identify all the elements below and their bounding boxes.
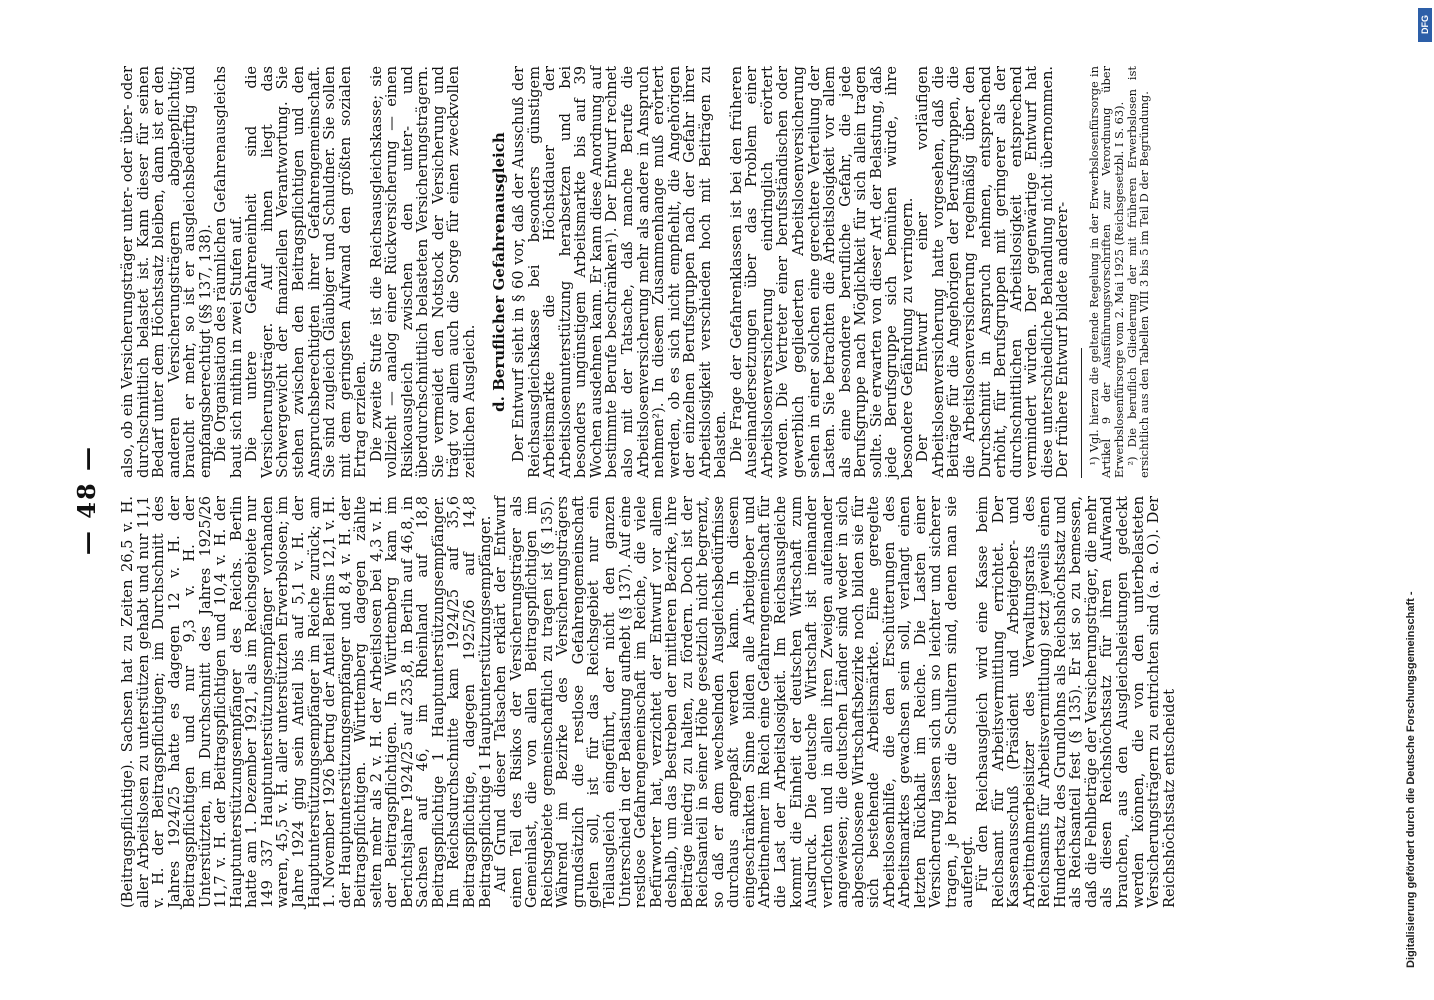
section-heading: d. Beruflicher Gefahrenausgleich [489, 132, 508, 412]
paragraph: Die Frage der Gefahrenklassen ist bei den früheren Auseinandersetzungen über das Problem einer Arbeitslosenversicherung eindringlich erörtert worden. Die Vertreter einer berufsständischen oder gewerblich gegliederten Arbeitslosenversicherung sehen in einer solchen eine gerechtere Verteilung der Lasten. Sie betrachten die Arbeitslosigkeit vor allem als eine besondere berufliche Gefahr, die jede Berufsgruppe nach Möglichkeit für sich allein tragen sollte. Sie erwarten von dieser Art der Belastung, daß jede Berufsgruppe sich bemühen würde, ihre besondere Gefährdung zu verringern. [727, 66, 916, 478]
paragraph: also, ob ein Versicherungsträger unter- oder über- oder durchschnittlich belastet ist. Kann dieser für seinen Bedarf unter dem Höchstsatz bleiben, dann ist er den anderen Versicherungsträgern abgabepflichtig; braucht er mehr, so ist er ausgleichsbedürftig und empfangsberechtigt (§§ 137, 138). [119, 66, 214, 478]
paragraph: Auf Grund dieser Tatsachen erklärt der Entwurf einen Teil des Risikos der Versicherungsträger als Gemeinlast, die von allen Beitragspflichtigen im Reichsgebiete gemeinschaftlich zu tragen ist (§ 135). Während im Bezirke des Versicherungsträgers grundsätzlich die restlose Gefahrengemeinschaft gelten soll, ist für das Reichsgebiet nur ein Teilausgleich eingeführt, der nicht den ganzen Unterschied in der Belastung aufhebt (§ 137). Auf eine restlose Gefahrengemeinschaft im Reiche, die viele Befürworter hat, verzichtet der Entwurf vor allem deshalb, um das Bestreben der mittleren Bezirke, ihre Beiträge niedrig zu halten, zu fördern. Doch ist der Reichsanteil in seiner Höhe gesetzlich nicht begrenzt, so daß er dem wechselnden Ausgleichsbedürfnisse durchaus angepaßt werden kann. In diesem eingeschränkten Sinne bilden alle Arbeitgeber und Arbeitnehmer im Reich eine Gefahrengemeinschaft für die Last der Arbeitslosigkeit. Im Reichsausgleiche kommt die Einheit der deutschen Wirtschaft zum Ausdruck. Die deutsche Wirtschaft ist ineinander verflochten und in allen ihren Zweigen aufeinander angewiesen; die deutschen Länder sind weder in sich abgeschlossene Wirtschaftsbezirke noch bilden sie für sich bestehende Arbeitsmärkte. Eine geregelte Arbeitslosenhilfe, die den Erschütterungen des Arbeitsmarktes gewachsen sein soll, verlangt einen letzten Rückhalt im Reiche. Die Lasten einer Versicherung lassen sich um so leichter und sicherer tragen, je breiter die Schultern sind, denen man sie auferlegt. [492, 496, 976, 908]
digitization-credit [1405, 8, 1427, 988]
paragraph: Der Entwurf einer vorläufigen Arbeitslosenversicherung hatte vorgesehen, daß die Beiträge für die Angehörigen der Berufsgruppen, die die Arbeitslosenversicherung regelmäßig über den Durchschnitt in Anspruch nehmen, entsprechend erhöht, für Berufsgruppen mit geringerer als der durchschnittlichen Arbeitslosigkeit entsprechend vermindert würden. Der gegenwärtige Entwurf hat diese unterschiedliche Behandlung nicht übernommen. Der frühere Entwurf bildete anderer- [914, 66, 1072, 478]
paragraph: Die zweite Stufe ist die Reichsausgleichskasse; sie vollzieht — analog einer Rückversicherung — einen Risikoausgleich zwischen den unter- und überdurchschnittlich belasteten Versicherungsträgern. Sie vermeidet den Notstock der Versicherung und trägt vor allem auch die Sorge für einen zweckvollen zeitlichen Ausgleich. [367, 66, 479, 478]
paragraph: Für den Reichsausgleich wird eine Kasse beim Reichsamt für Arbeitsvermittlung errichtet. Der Kassenausschuß (Präsident und Arbeitgeber- und Arbeitnehmerbeisitzer des Verwaltungsrats des Reichsamts für Arbeitsvermittlung) setzt jeweils einen Hundertsatz des Grundlohns als Reichshöchstsatz und als Reichsanteil fest (§ 135). Er ist so zu bemessen, daß die Fehlbeträge der Versicherungsträger, die mehr als diesen Reichshöchstsatz für ihren Aufwand brauchen, aus den Ausgleichsleistungen gedeckt werden können, die von den unterbelasteten Versicherungsträgern zu entrichten sind (a. a. O.). Der Reichshöchstsatz entscheidet [974, 496, 1178, 908]
digitization-credit-text: Digitalisierung gefördert durch die Deutsche Forschungsgemeinschaft - [1405, 591, 1417, 968]
footnote: ²) Die beruflich Gliederung der mit früheren Erwerbslosen ist ersichtlich aus den Tabellen VIII 3 bis 5 im Teil D der Begründung. [1124, 66, 1152, 478]
page-number: — 48 — [72, 444, 101, 556]
paragraph: (Beitragspflichtige). Sachsen hat zu Zeiten 26,5 v. H. aller Arbeitslosen zu unterstützen gehabt und nur 11,1 v. H. der Beitragspflichtigen; im Durchschnitt des Jahres 1924/25 hatte es dagegen 12 v. H. der Beitragspflichtigen und nur 9,3 v. H. der Unterstützten, im Durchschnitt des Jahres 1925/26 11,7 v. H. der Beitragspflichtigen und 10,4 v. H. der Hauptunterstützungsempfänger des Reichs. Berlin hatte am 1. Dezember 1921, als im Reichsgebiete nur 149 337 Hauptunterstützungsempfänger vorhanden waren, 45,5 v. H. aller unterstützten Erwerbslosen; im Jahre 1924 ging sein Anteil bis auf 5,1 v. H. der Hauptunterstützungsempfänger im Reiche zurück; am 1. November 1926 betrug der Anteil Berlins 12,1 v. H. der Hauptunterstützungsempfänger und 8,4 v. H. der Beitragspflichtigen. Württemberg dagegen zählte selten mehr als 2 v. H. der Arbeitslosen bei 4,3 v. H. der Beitragspflichtigen. In Württemberg kam im Berichtsjahre 1924/25 auf 235,8, in Berlin auf 46,8, in Sachsen auf 46, im Rheinland auf 18,8 Beitragspflichtige 1 Hauptunterstützungsempfänger. Im Reichsdurchschnitte kam 1924/25 auf 35,6 Beitragspflichtige, dagegen 1925/26 auf 14,8 Beitragspflichtige 1 Hauptunterstützungsempfänger. [119, 496, 494, 908]
text-column-right [120, 66, 1310, 478]
footnote-divider [1081, 348, 1082, 478]
paragraph: Die untere Gefahreneinheit sind die Versicherungsträger. Auf ihnen liegt das Schwergewicht der finanziellen Verantwortung. Sie stehen zwischen den Beitragspflichtigen und den Anspruchsberechtigten ihrer Gefahrengemeinschaft. Sie sind zugleich Gläubiger und Schuldner. Sie sollen mit dem geringsten Aufwand den größten sozialen Ertrag erzielen. [243, 66, 370, 478]
paragraph: Die Organisation des räumlichen Gefahrenausgleichs baut sich mithin in zwei Stufen auf. [212, 66, 245, 478]
paragraph: Der Entwurf sieht in § 60 vor, daß der Ausschuß der Reichsausgleichskasse bei besonders günstigem Arbeitsmarkte die Höchstdauer der Arbeitslosenunterstützung herabsetzen und bei besonders ungünstigem Arbeitsmarkte bis auf 39 Wochen ausdehnen kann. Er kann diese Anordnung auf bestimmte Berufe beschränken¹). Der Entwurf rechnet also mit der Tatsache, daß manche Berufe die Arbeitslosenversicherung mehr als andere in Anspruch nehmen²). In diesem Zusammenhange muß erörtert werden, ob es sich nicht empfiehlt, die Angehörigen der einzelnen Berufsgruppen nach der Gefahr ihrer Arbeitslosigkeit verschieden hoch mit Beiträgen zu belasten. [510, 66, 730, 478]
dfg-logo: DFG [1418, 8, 1432, 42]
footnote: ¹) Vgl. hierzu die geltende Regelung in der Erwerbslosenfürsorge in Artikel 9 der Ausführungsvorschriften zur Verordnung über Erwerbslosenfürsorge vom 2. Mai 1925 (Reichsgesetzbl. I S. 63). [1086, 66, 1126, 478]
text-column-left [120, 496, 1310, 908]
